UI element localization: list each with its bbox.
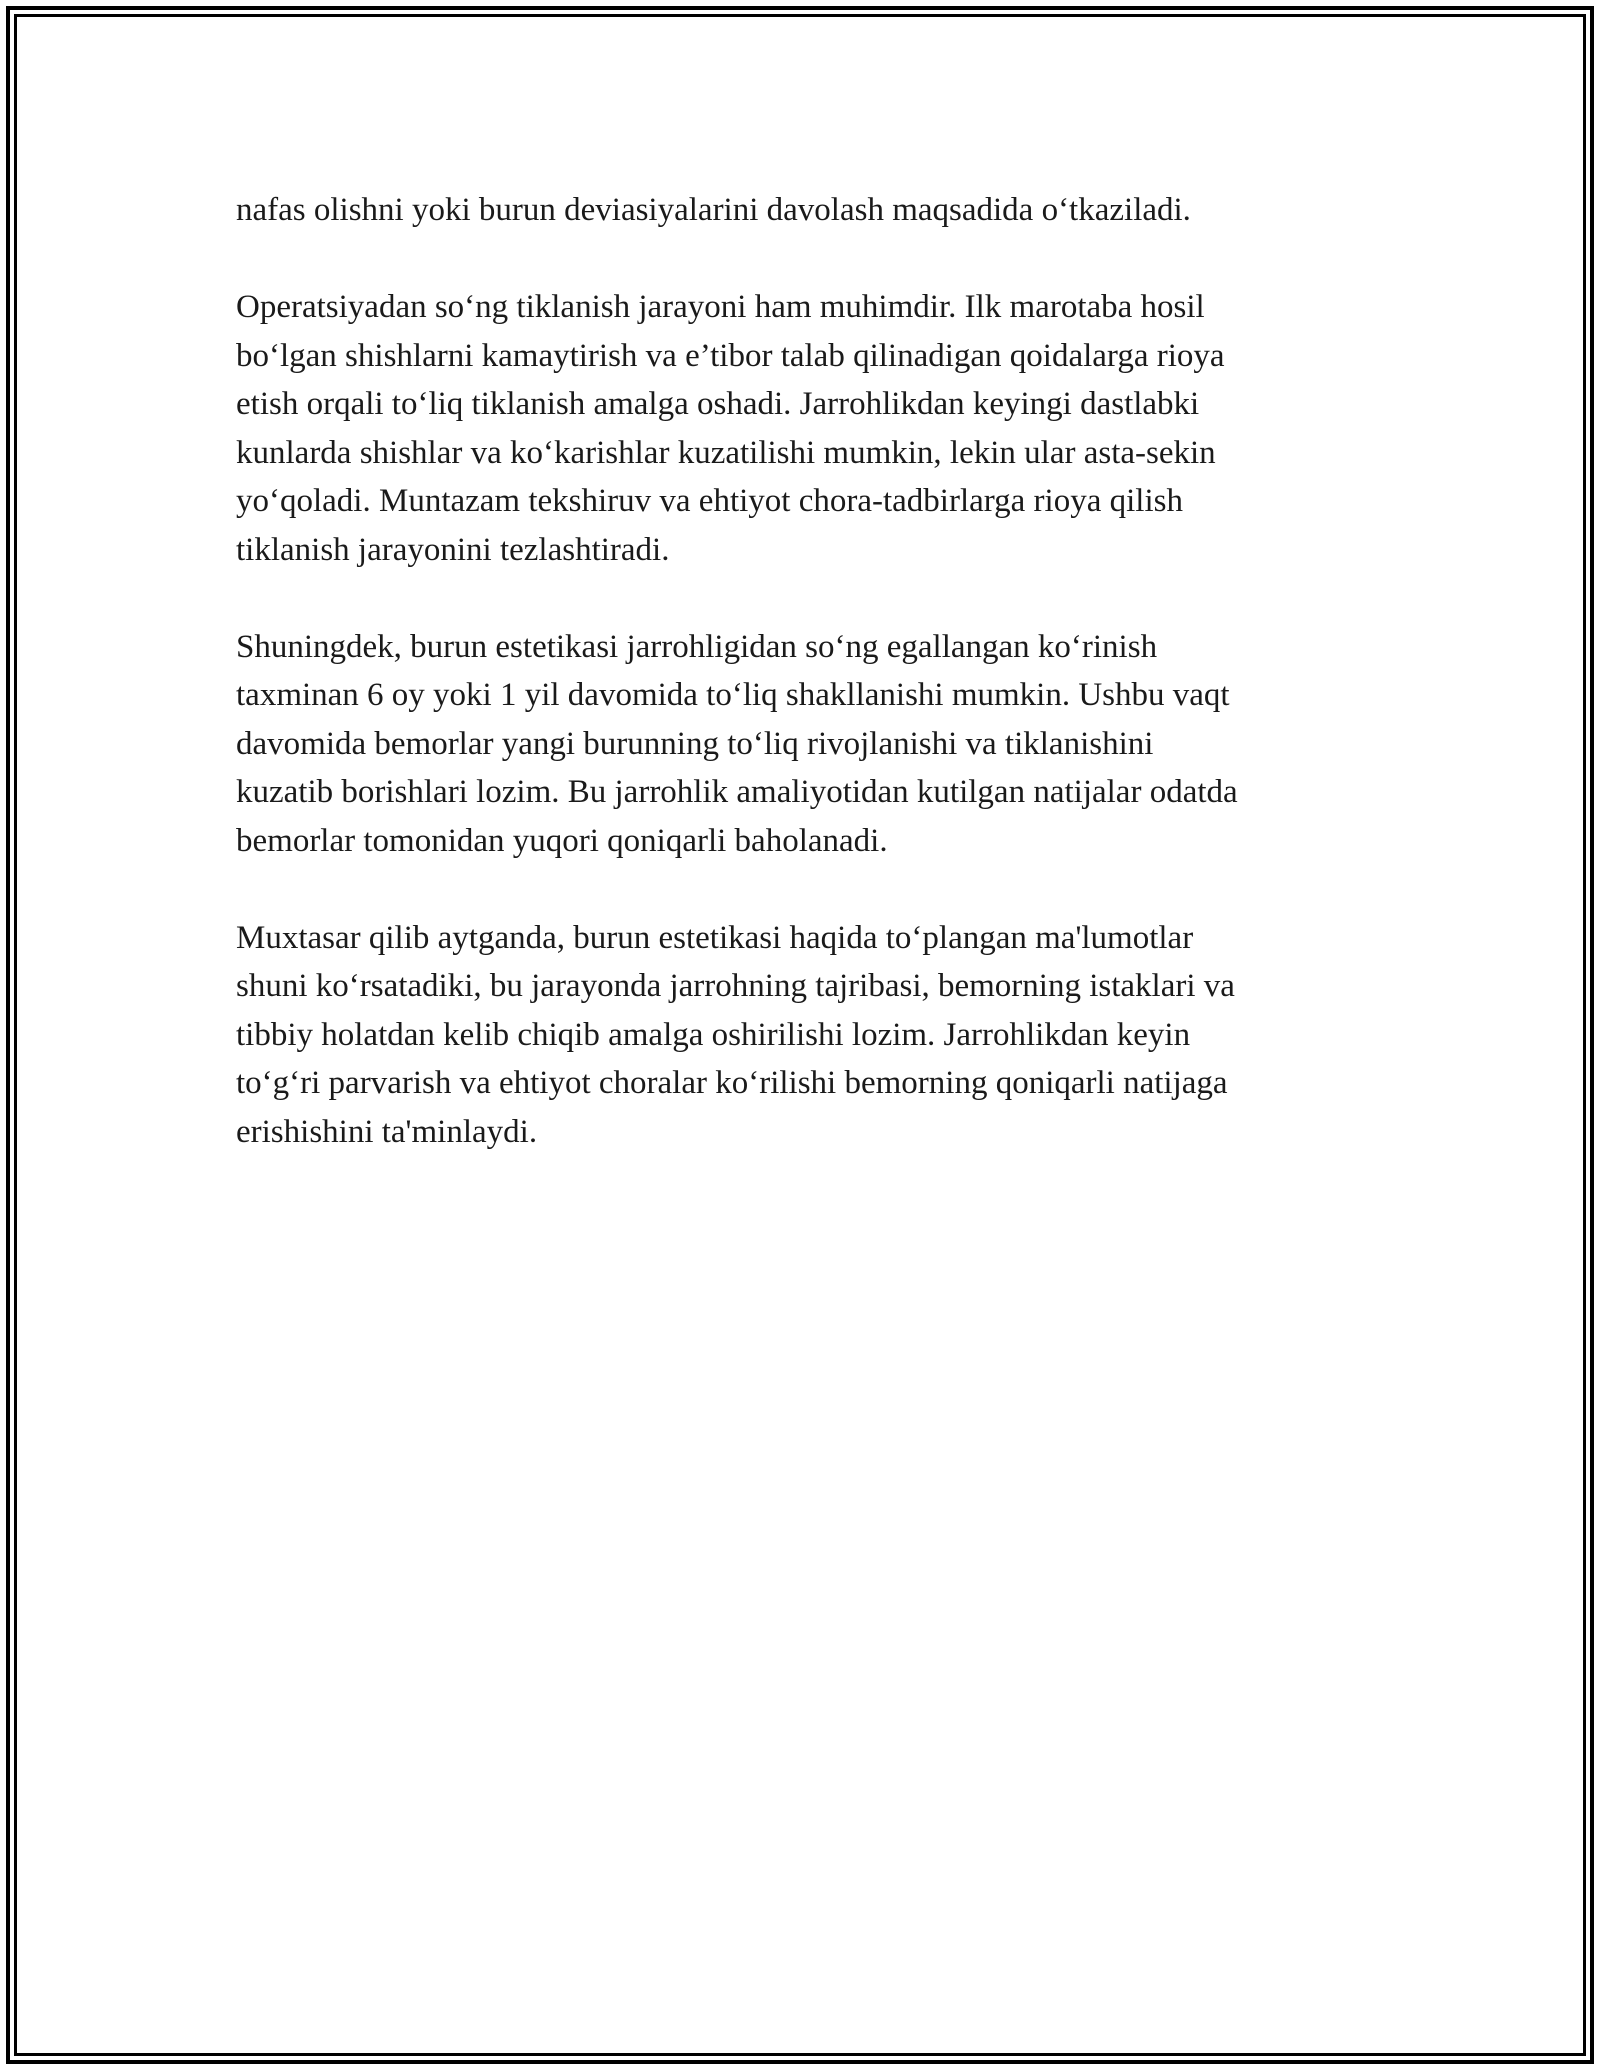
- document-body: [236, 186, 1356, 1205]
- paragraph-3: Shuningdek, burun estetikasi jarrohligidan so‘ng egallangan ko‘rinish taxminan 6 oy yoki 1 yil davomida to‘liq shakllanishi mumkin. Ushbu vaqt davomida bemorlar yangi burunning to‘liq rivojlanishi va tiklanishini kuzatib borishlari lozim. Bu jarrohlik amaliyotidan kutilgan natijalar odatda bemorlar tomonidan yuqori qoniqarli baholanadi.: [236, 628, 1238, 859]
- paragraph-1: nafas olishni yoki burun deviasiyalarini davolash maqsadida o‘tkaziladi.: [236, 192, 1191, 228]
- paragraph-2: Operatsiyadan so‘ng tiklanish jarayoni ham muhimdir. Ilk marotaba hosil bo‘lgan shishlarni kamaytirish va e’tibor talab qilinadigan qoidalarga rioya etish orqali to‘liq tiklanish amalga oshadi. Jarrohlikdan keyingi dastlabki kunlarda shishlar va ko‘karishlar kuzatilishi mumkin, lekin ular asta-sekin yo‘qoladi. Muntazam tekshiruv va ehtiyot chora-tadbirlarga rioya qilish tiklanish jarayonini tezlashtiradi.: [236, 289, 1225, 568]
- paragraph-4: Muxtasar qilib aytganda, burun estetikasi haqida to‘plangan ma'lumotlar shuni ko‘rsatadiki, bu jarayonda jarrohning tajribasi, bemorning istaklari va tibbiy holatdan kelib chiqib amalga oshirilishi lozim. Jarrohlikdan keyin to‘g‘ri parvarish va ehtiyot choralar ko‘rilishi bemorning qoniqarli natijaga erishishini ta'minlaydi.: [236, 919, 1235, 1150]
